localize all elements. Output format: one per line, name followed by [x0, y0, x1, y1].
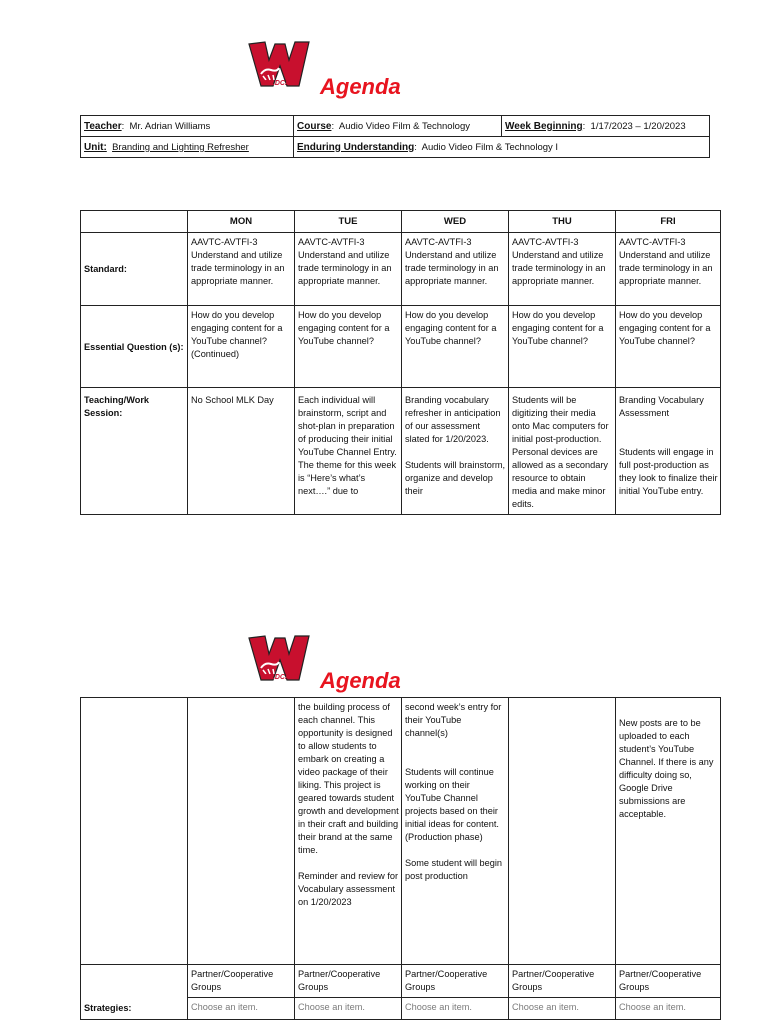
continued-thu[interactable] — [509, 698, 616, 965]
strategies-fri[interactable]: Partner/Cooperative Groups — [616, 965, 721, 998]
essential-fri[interactable]: How do you develop engaging content for a YouTube channel? — [616, 306, 721, 388]
continued-tue[interactable]: the building process of each channel. This opportunity is designed to allow students to embark on creating a video package of their liking. This project is geared towards student growth and development in their craft and building their brand at the same time. Reminder and review for Vocabulary assessment on 1/20/2023 — [295, 698, 402, 965]
teaching-fri-text: Branding Vocabulary Assessment Students will engage in full post-production as they look to finalize their initial YouTube entry. — [619, 395, 718, 496]
teaching-tue[interactable] — [295, 388, 402, 515]
teacher-cell: Teacher: Mr. Adrian Williams — [81, 116, 294, 137]
choose-item-wed[interactable]: Choose an item. — [402, 998, 509, 1020]
course-cell: Course: Audio Video Film & Technology — [294, 116, 502, 137]
teaching-mon[interactable] — [188, 388, 295, 515]
standard-mon[interactable]: AAVTC-AVTFI-3 Understand and utilize trade terminology in an appropriate manner. — [188, 233, 295, 306]
choose-item-fri[interactable]: Choose an item. — [616, 998, 721, 1020]
continued-mon[interactable] — [188, 698, 295, 965]
teaching-session-label: Teaching/Work Session: — [81, 388, 188, 515]
logo-wordmark-page2: WILDCATS — [262, 674, 299, 681]
unit-label: Unit: — [84, 141, 107, 153]
continued-fri[interactable]: New posts are to be uploaded to each student’s YouTube Channel. If there is any difficulty doing so, Google Drive submissions are acceptable. — [616, 698, 721, 965]
day-header-fri: FRI — [616, 211, 721, 233]
teaching-thu-text: Students will be digitizing their media onto Mac computers for initial post-production. Personal devices are allowed as a secondary resource to obtain media and make minor edits. — [512, 395, 609, 509]
strategies-row — [81, 965, 721, 998]
weekly-agenda-table — [80, 210, 721, 515]
page-title-page2: Agenda — [320, 668, 401, 693]
strategies-mon[interactable]: Partner/Cooperative Groups — [188, 965, 295, 998]
enduring-understanding-cell: Enduring Understanding: Audio Video Film & Technology I — [294, 137, 710, 158]
page-title: Agenda — [320, 74, 401, 99]
weekly-agenda-table-continued — [80, 697, 721, 1020]
standard-label: Standard: — [81, 233, 188, 306]
strategies-tue[interactable]: Partner/Cooperative Groups — [295, 965, 402, 998]
essential-mon[interactable]: How do you develop engaging content for a YouTube channel? (Continued) — [188, 306, 295, 388]
teaching-continued-row — [81, 698, 721, 965]
enduring-understanding-value: Audio Video Film & Technology I — [421, 141, 559, 153]
week-label: Week Beginning — [505, 120, 583, 132]
standard-thu[interactable]: AAVTC-AVTFI-3 Understand and utilize trade terminology in an appropriate manner. — [509, 233, 616, 306]
teacher-label: Teacher — [84, 120, 122, 132]
teacher-value: Mr. Adrian Williams — [129, 120, 211, 132]
teaching-fri[interactable] — [616, 388, 721, 515]
essential-thu[interactable]: How do you develop engaging content for a YouTube channel? — [509, 306, 616, 388]
day-header-row — [81, 211, 721, 233]
teaching-thu[interactable] — [509, 388, 616, 515]
essential-tue[interactable]: How do you develop engaging content for a YouTube channel? — [295, 306, 402, 388]
teaching-wed[interactable] — [402, 388, 509, 515]
choose-item-thu[interactable]: Choose an item. — [509, 998, 616, 1020]
course-value: Audio Video Film & Technology — [338, 120, 471, 132]
course-info-table — [80, 115, 710, 158]
enduring-understanding-label: Enduring Understanding — [297, 141, 415, 153]
day-header-tue: TUE — [295, 211, 402, 233]
standard-fri[interactable]: AAVTC-AVTFI-3 Understand and utilize trade terminology in an appropriate manner. — [616, 233, 721, 306]
continued-wed[interactable]: second week’s entry for their YouTube channel(s) Students will continue working on their YouTube Channel projects based on their initial ideas for content. (Production phase) Some student will begin post production — [402, 698, 509, 965]
essential-wed[interactable]: How do you develop engaging content for a YouTube channel? — [402, 306, 509, 388]
standard-wed[interactable]: AAVTC-AVTFI-3 Understand and utilize trade terminology in an appropriate manner. — [402, 233, 509, 306]
day-header-mon: MON — [188, 211, 295, 233]
day-header-thu: THU — [509, 211, 616, 233]
unit-value: Branding and Lighting Refresher — [112, 141, 249, 153]
choose-item-mon[interactable]: Choose an item. — [188, 998, 295, 1020]
essential-question-label: Essential Question (s): — [81, 306, 188, 388]
teaching-tue-text: Each individual will brainstorm, script and shot-plan in preparation of producing their initial YouTube Channel Entry. The theme for this week is “Here’s what’s next….” due to — [298, 395, 397, 496]
logo-wordmark: WILDCATS — [262, 80, 299, 87]
teaching-session-row — [81, 388, 721, 515]
essential-question-row — [81, 306, 721, 388]
teaching-wed-text: Branding vocabulary refresher in anticipation of our assessment slated for 1/20/2023. Students will brainstorm, organize and develop their — [405, 395, 506, 496]
week-value: 1/17/2023 – 1/20/2023 — [590, 120, 686, 132]
strategies-label: Strategies: — [81, 965, 188, 1020]
choose-item-tue[interactable]: Choose an item. — [295, 998, 402, 1020]
continued-label — [81, 698, 188, 965]
standard-tue[interactable]: AAVTC-AVTFI-3 Understand and utilize trade terminology in an appropriate manner. — [295, 233, 402, 306]
course-label: Course — [297, 120, 332, 132]
teaching-mon-text: No School MLK Day — [191, 395, 274, 405]
day-header-wed: WED — [402, 211, 509, 233]
week-cell: Week Beginning: 1/17/2023 – 1/20/2023 — [502, 116, 710, 137]
strategies-wed[interactable]: Partner/Cooperative Groups — [402, 965, 509, 998]
corner-header — [81, 211, 188, 233]
strategies-thu[interactable]: Partner/Cooperative Groups — [509, 965, 616, 998]
standard-row — [81, 233, 721, 306]
unit-cell — [81, 137, 294, 158]
